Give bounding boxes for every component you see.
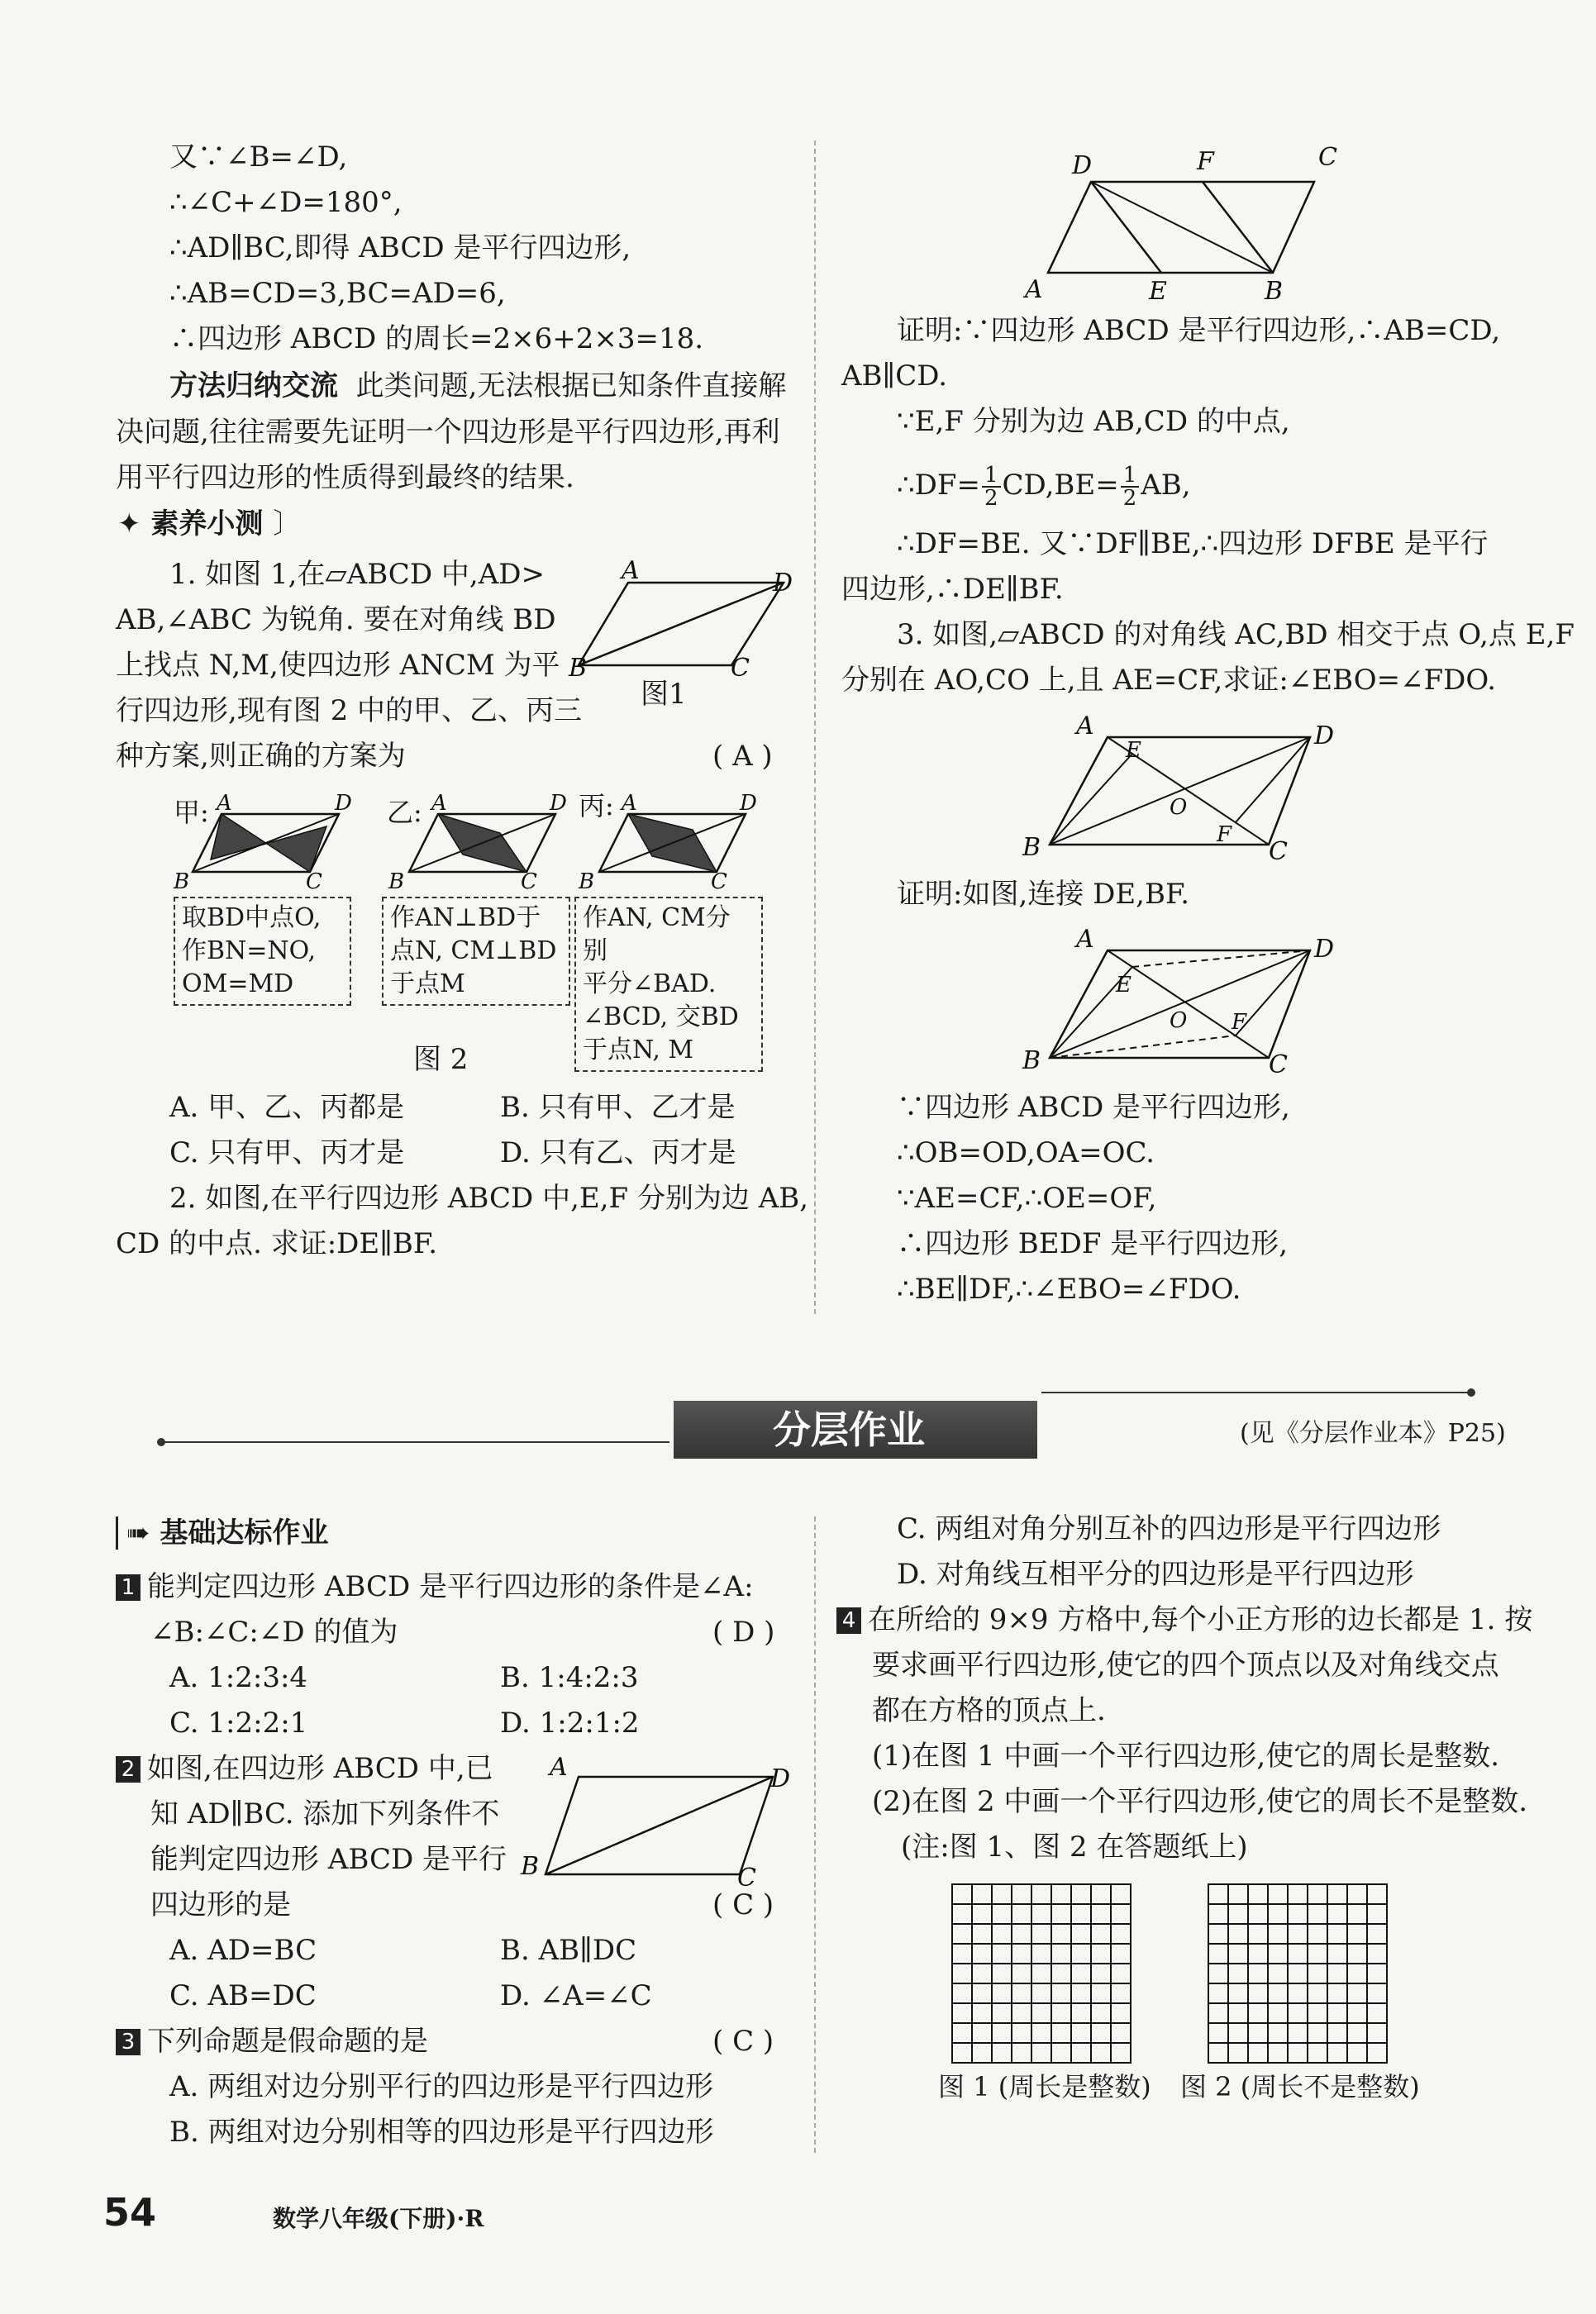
banner-title: 分层作业	[674, 1401, 1037, 1459]
hw-q3-answer: ( C )	[712, 2025, 774, 2058]
hw-q2-text: 如图,在四边形 ABCD 中,已	[147, 1752, 493, 1785]
proof-text: CD,BE=	[1002, 469, 1119, 502]
method-text: 此类问题,无法根据已知条件直接解	[355, 369, 787, 402]
arrow-icon: ➠	[126, 1516, 150, 1550]
proof-line: 证明:∵四边形 ABCD 是平行四边形,∴AB=CD,	[897, 314, 1501, 347]
method-line-2: 决问题,往往需要先证明一个四边形是平行四边形,再利	[116, 416, 780, 449]
fraction	[1121, 464, 1140, 509]
question-number: 4	[836, 1607, 861, 1634]
fraction-denominator: 2	[1122, 486, 1137, 511]
svg-text:O: O	[1170, 795, 1188, 820]
svg-text:A: A	[1076, 712, 1094, 740]
jia-label: 甲:	[174, 797, 209, 828]
svg-text:A: A	[431, 791, 447, 816]
yi-box-line: 作AN⊥BD于	[390, 903, 541, 932]
bing-box	[574, 897, 763, 1072]
proof-line: ∴AB=CD=3,BC=AD=6,	[169, 277, 506, 310]
bing-box-line: 作AN, CM分别	[583, 903, 731, 965]
q1-line: 种方案,则正确的方案为	[116, 740, 406, 773]
hw-q2-line: 能判定四边形 ABCD 是平行	[150, 1843, 507, 1876]
proof-line: ∴AD∥BC,即得 ABCD 是平行四边形,	[169, 231, 631, 264]
proof-line: 四边形,∴DE∥BF.	[841, 573, 1064, 606]
hw-q1-line: ∠B:∠C:∠D 的值为	[150, 1616, 398, 1649]
hw-q3-option-b: B. 两组对边分别相等的四边形是平行四边形	[169, 2116, 714, 2149]
grid-fig1-caption: 图 1 (周长是整数)	[938, 2071, 1151, 2102]
q1-answer: ( A )	[712, 740, 773, 773]
yi-label: 乙:	[387, 797, 422, 828]
grid-fig2-caption: 图 2 (周长不是整数)	[1180, 2071, 1420, 2102]
hw-q4-text: 在所给的 9×9 方格中,每个小正方形的边长都是 1. 按	[868, 1603, 1533, 1636]
grid-fig1	[952, 1884, 1131, 2063]
q2-diagram	[1022, 143, 1337, 306]
jia-box	[174, 897, 351, 1006]
svg-text:F: F	[1232, 1010, 1247, 1035]
hw-q1-answer: ( D )	[712, 1616, 775, 1649]
svg-text:D: D	[550, 791, 567, 816]
q1-line: 行四边形,现有图 2 中的甲、乙、丙三	[116, 694, 583, 727]
hw-q1-line	[116, 1570, 754, 1603]
svg-text:C: C	[737, 1864, 756, 1893]
q1-option-c: C. 只有甲、丙才是	[169, 1136, 405, 1169]
hw-q1-text: 能判定四边形 ABCD 是平行四边形的条件是∠A:	[147, 1570, 754, 1603]
method-title: 方法归纳交流	[169, 369, 338, 402]
svg-text:D: D	[770, 1764, 791, 1793]
fraction-numerator: 1	[982, 464, 1001, 488]
hw-q2-option-c: C. AB=DC	[169, 1979, 317, 2012]
proof-line: ∵E,F 分别为边 AB,CD 的中点,	[897, 405, 1290, 438]
svg-text:O: O	[1170, 1008, 1188, 1033]
q3-diagram	[1022, 712, 1334, 866]
q3-proof-diagram	[1022, 925, 1334, 1079]
question-number: 3	[116, 2029, 141, 2055]
svg-text:D: D	[1314, 721, 1335, 750]
hw-q1-option-b: B. 1:4:2:3	[500, 1661, 639, 1694]
proof-line: ∴四边形 BEDF 是平行四边形,	[897, 1227, 1289, 1260]
proof-line: ∵四边形 ABCD 是平行四边形,	[897, 1091, 1290, 1124]
proof-line: 又∵∠B=∠D,	[169, 140, 348, 174]
proof-line: AB∥CD.	[841, 359, 948, 393]
hw-q3-text: 下列命题是假命题的是	[147, 2025, 428, 2058]
proof-text: ∴DF=	[897, 469, 980, 502]
svg-text:E: E	[1116, 973, 1131, 997]
hw-q3-option-c: C. 两组对角分别互补的四边形是平行四边形	[897, 1512, 1441, 1545]
fraction-denominator: 2	[984, 486, 998, 511]
hw-q2-answer: ( C )	[712, 1888, 774, 1921]
q1-option-d: D. 只有乙、丙才是	[500, 1136, 736, 1169]
homework-title-text: 基础达标作业	[160, 1516, 329, 1550]
svg-text:B: B	[521, 1852, 540, 1881]
fig1-caption: 图1	[641, 678, 687, 711]
homework-title	[116, 1516, 328, 1550]
fraction	[982, 464, 1001, 509]
svg-text:B: B	[569, 654, 588, 683]
svg-text:D: D	[740, 791, 757, 816]
hw-q4-line: 要求画平行四边形,使它的四个顶点以及对角线交点	[872, 1649, 1499, 1682]
svg-text:D: D	[335, 791, 352, 816]
svg-text:A: A	[622, 556, 640, 585]
svg-text:B: B	[388, 869, 405, 894]
q1-option-a: A. 甲、乙、丙都是	[169, 1091, 405, 1124]
fraction-numerator: 1	[1121, 464, 1140, 488]
svg-text:C: C	[521, 869, 537, 894]
hw-q2-line: 四边形的是	[150, 1888, 291, 1921]
fig1-diagram	[568, 556, 793, 683]
svg-text:B: B	[1022, 833, 1041, 862]
svg-text:E: E	[1126, 738, 1141, 763]
svg-text:C: C	[711, 869, 727, 894]
q1-line: 1. 如图 1,在▱ABCD 中,AD>	[169, 558, 545, 591]
hw-q4-line	[836, 1603, 1532, 1636]
q1-line: AB,∠ABC 为锐角. 要在对角线 BD	[116, 603, 556, 636]
svg-text:A: A	[1076, 925, 1094, 954]
svg-text:C: C	[731, 654, 750, 683]
bing-label: 丙:	[579, 790, 614, 821]
hw-q3-option-d: D. 对角线互相平分的四边形是平行四边形	[897, 1558, 1414, 1591]
q2-line: CD 的中点. 求证:DE∥BF.	[116, 1227, 438, 1260]
svg-text:F: F	[1197, 147, 1214, 176]
svg-text:D: D	[1072, 151, 1093, 180]
svg-text:C: C	[1318, 143, 1337, 172]
jia-box-line: OM=MD	[182, 969, 294, 998]
proof-line: 证明:如图,连接 DE,BF.	[897, 878, 1190, 911]
q1-option-b: B. 只有甲、乙才是	[500, 1091, 736, 1124]
jia-box-line: 作BN=NO,	[182, 936, 317, 965]
yi-box	[382, 897, 570, 1006]
bing-box-line: 于点N, M	[583, 1036, 694, 1064]
footer-subtitle: 数学八年级(下册)·R	[273, 2205, 484, 2232]
hw-q4-note: (注:图 1、图 2 在答题纸上)	[901, 1831, 1248, 1864]
svg-text:A: A	[1025, 275, 1043, 304]
section-title-text: 素养小测	[150, 507, 264, 540]
hw-q3-line	[116, 2025, 428, 2058]
hw-q4-line: (1)在图 1 中画一个平行四边形,使它的周长是整数.	[872, 1740, 1500, 1773]
hw-q2-option-d: D. ∠A=∠C	[500, 1979, 652, 2012]
proof-line: ∵AE=CF,∴OE=OF,	[897, 1182, 1157, 1215]
q1-line: 上找点 N,M,使四边形 ANCM 为平	[116, 649, 560, 682]
grid-fig2	[1208, 1884, 1387, 2063]
hw-q2-diagram	[520, 1753, 790, 1893]
method-line-3: 用平行四边形的性质得到最终的结果.	[116, 461, 574, 494]
bing-box-line: 平分∠BAD.	[583, 969, 717, 998]
proof-line: ∴OB=OD,OA=OC.	[897, 1136, 1155, 1169]
jia-box-line: 取BD中点O,	[182, 903, 322, 932]
hw-q1-option-a: A. 1:2:3:4	[169, 1661, 308, 1694]
hw-q1-option-d: D. 1:2:1:2	[500, 1707, 640, 1740]
svg-text:F: F	[1217, 822, 1232, 847]
q3-line: 3. 如图,▱ABCD 的对角线 AC,BD 相交于点 O,点 E,F	[897, 618, 1575, 651]
hw-q3-option-a: A. 两组对边分别平行的四边形是平行四边形	[169, 2070, 714, 2103]
svg-text:B: B	[1265, 277, 1284, 306]
proof-line-fraction	[897, 464, 1191, 509]
q2-line: 2. 如图,在平行四边形 ABCD 中,E,F 分别为边 AB,	[169, 1182, 809, 1215]
hw-q2-line	[116, 1752, 493, 1785]
svg-text:A: A	[217, 791, 232, 816]
star-icon: ✦	[117, 507, 141, 540]
q3-line: 分别在 AO,CO 上,且 AE=CF,求证:∠EBO=∠FDO.	[841, 664, 1497, 697]
hw-q2-option-a: A. AD=BC	[169, 1934, 317, 1967]
fig2-caption: 图 2	[413, 1043, 469, 1076]
svg-text:D: D	[773, 569, 793, 598]
column-divider	[814, 140, 816, 1314]
hw-q2-line: 知 AD∥BC. 添加下列条件不	[150, 1797, 500, 1831]
svg-text:B: B	[1022, 1046, 1041, 1075]
yi-box-line: 于点M	[390, 969, 465, 998]
hw-q1-option-c: C. 1:2:2:1	[169, 1707, 308, 1740]
proof-line: ∴DF=BE. 又∵DF∥BE,∴四边形 DFBE 是平行	[897, 527, 1489, 560]
hw-q4-line: (2)在图 2 中画一个平行四边形,使它的周长不是整数.	[872, 1785, 1528, 1818]
proof-line: ∴∠C+∠D=180°,	[169, 186, 403, 219]
proof-line: ∴四边形 ABCD 的周长=2×6+2×3=18.	[169, 322, 704, 355]
svg-text:C: C	[1269, 1050, 1288, 1079]
question-number: 1	[116, 1574, 141, 1601]
yi-box-line: 点N, CM⊥BD	[390, 936, 557, 965]
svg-text:B: B	[579, 869, 595, 894]
banner-reference: (见《分层作业本》P25)	[1240, 1419, 1506, 1448]
bracket-icon: 〕	[273, 507, 302, 540]
question-number: 2	[116, 1756, 141, 1783]
bing-box-line: ∠BCD, 交BD	[583, 1002, 739, 1031]
column-divider	[814, 1516, 816, 2153]
proof-line: ∴BE∥DF,∴∠EBO=∠FDO.	[897, 1273, 1241, 1306]
hw-q4-line: 都在方格的顶点上.	[872, 1694, 1106, 1727]
proof-text: AB,	[1141, 469, 1191, 502]
svg-text:A: A	[622, 791, 637, 816]
svg-text:B: B	[174, 869, 190, 894]
svg-text:D: D	[1314, 935, 1335, 964]
svg-text:C: C	[1269, 837, 1288, 866]
svg-text:A: A	[550, 1753, 568, 1782]
hw-q2-option-b: B. AB∥DC	[500, 1934, 637, 1967]
svg-text:E: E	[1149, 277, 1167, 306]
page-number: 54	[103, 2190, 157, 2235]
svg-text:C: C	[306, 869, 322, 894]
